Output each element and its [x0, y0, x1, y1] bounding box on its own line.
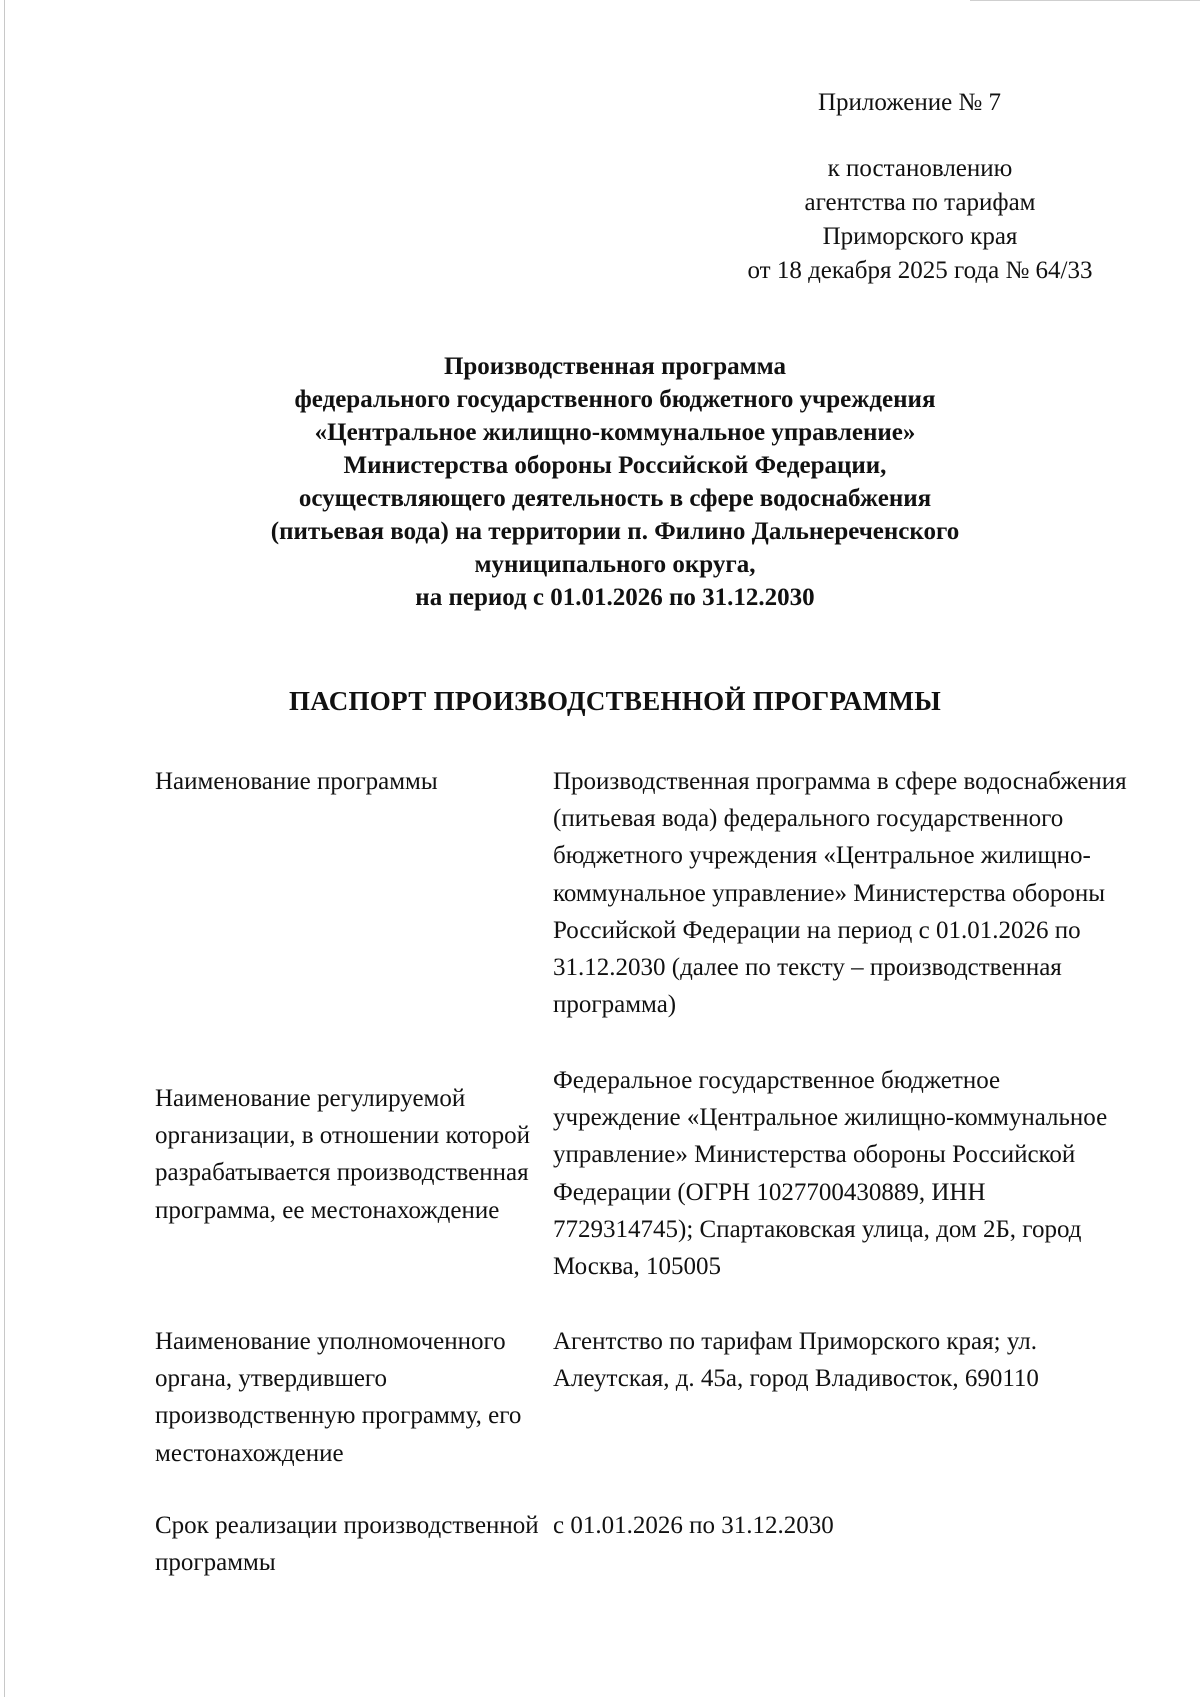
program-title-line: «Центральное жилищно-коммунальное управление»	[314, 419, 916, 446]
scan-corner-mark	[970, 0, 1200, 1]
program-title-line: (питьевая вода) на территории п. Филино Дальнереченского	[270, 518, 960, 545]
appendix-reference-line: Приморского края	[822, 223, 1018, 250]
passport-row-label: Наименование уполномоченного органа, утвердившего производственную программу, его местонахождение	[155, 1328, 522, 1467]
passport-row-value: Производственная программа в сфере водоснабжения (питьевая вода) федерального государственного бюджетного учреждения «Центральное жилищно-коммунальное управление» Министерства обороны Российской Федерации на период с 01.01.2026 по 31.12.2030 (далее по тексту – производственная программа)	[553, 768, 1127, 1019]
appendix-reference-line: к постановлению	[827, 155, 1013, 182]
program-title-line: федерального государственного бюджетного учреждения	[294, 386, 936, 413]
appendix-reference	[700, 152, 1140, 288]
appendix-reference-line: от 18 декабря 2025 года № 64/33	[747, 257, 1093, 284]
passport-row-value: Агентство по тарифам Приморского края; ул. Алеутская, д. 45а, город Владивосток, 690110	[553, 1328, 1039, 1393]
passport-row-label: Наименование программы	[155, 768, 438, 795]
appendix-reference-line: агентства по тарифам	[804, 189, 1036, 216]
page-edge-line	[4, 0, 5, 1697]
program-title-line: на период с 01.01.2026 по 31.12.2030	[415, 584, 815, 611]
program-title-line: Производственная программа	[443, 353, 787, 380]
passport-row-value: с 01.01.2026 по 31.12.2030	[553, 1512, 834, 1539]
program-title	[110, 350, 1120, 614]
passport-heading: ПАСПОРТ ПРОИЗВОДСТВЕННОЙ ПРОГРАММЫ	[288, 686, 942, 716]
program-title-line: Министерства обороны Российской Федерации,	[343, 452, 887, 479]
passport-row-label: Наименование регулируемой организации, в отношении которой разрабатывается производственная программа, ее местонахождение	[155, 1085, 530, 1224]
passport-row-value: Федеральное государственное бюджетное учреждение «Центральное жилищно-коммунальное управление» Министерства обороны Российской Федерации (ОГРН 1027700430889, ИНН 7729314745); Спартаковская улица, дом 2Б, город Москва, 105005	[553, 1067, 1108, 1281]
program-title-line: муниципального округа,	[474, 551, 756, 578]
appendix-number: Приложение № 7	[818, 89, 1002, 116]
passport-row-label: Срок реализации производственной программы	[155, 1512, 539, 1577]
program-title-line: осуществляющего деятельность в сфере водоснабжения	[298, 485, 932, 512]
